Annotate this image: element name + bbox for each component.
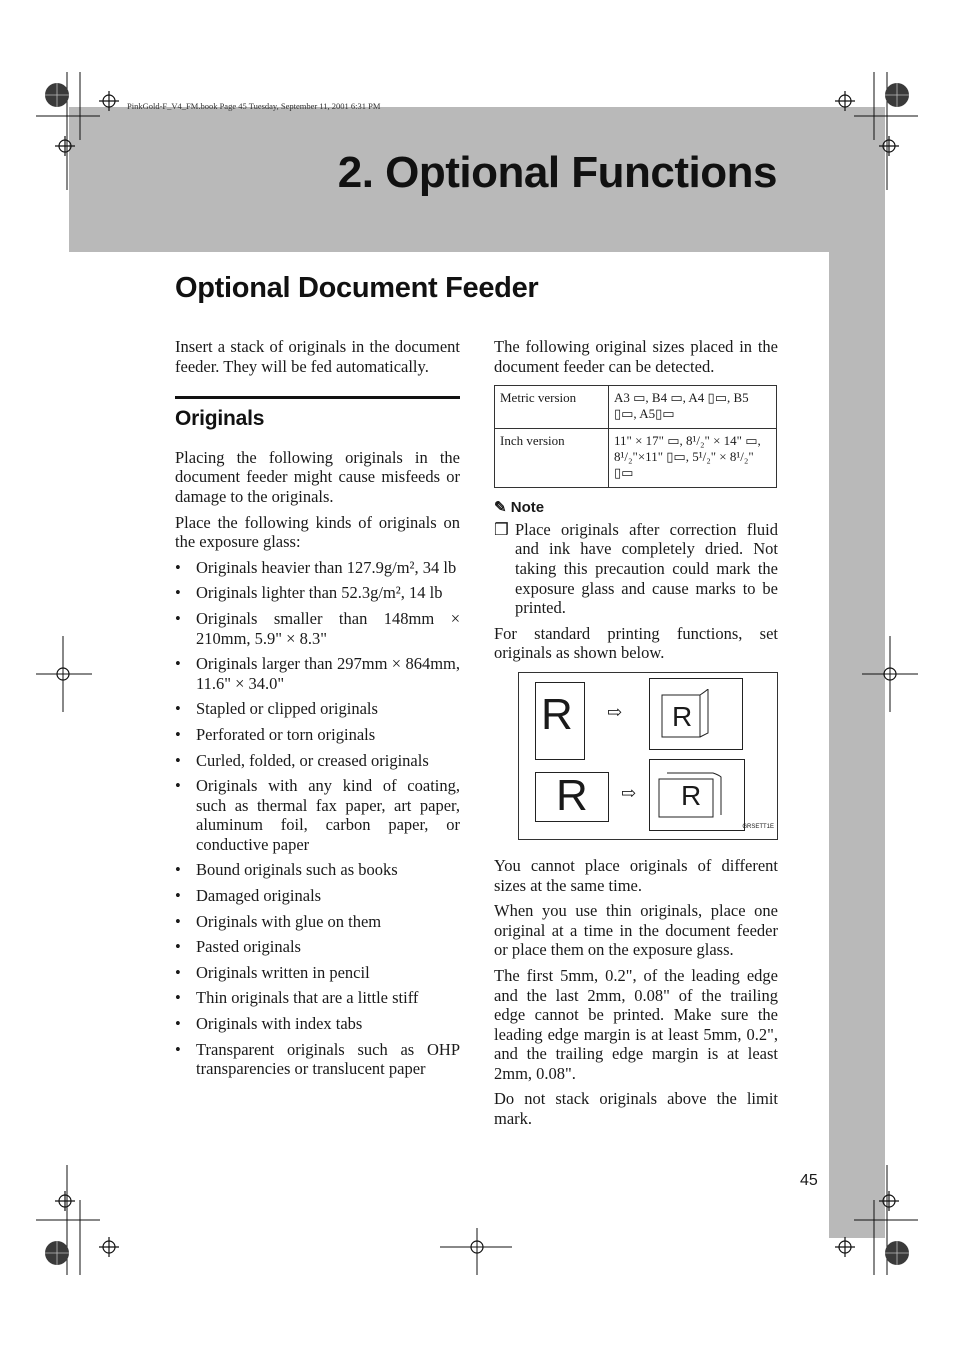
arrow-icon: ⇨ bbox=[607, 701, 623, 722]
list-item: • Bound originals such as books bbox=[175, 860, 398, 880]
figure-code: GRSETT1E bbox=[742, 824, 774, 831]
list-item: • Damaged originals bbox=[175, 886, 322, 906]
bullet-icon: • bbox=[175, 1039, 181, 1059]
list-item: • Originals lighter than 52.3g/m², 14 lb bbox=[175, 583, 443, 603]
bullet-icon: • bbox=[175, 654, 181, 674]
list-item: • Thin originals that are a little stiff bbox=[175, 988, 419, 1008]
table-cell-label: Metric version bbox=[495, 386, 609, 429]
list-item: • Curled, folded, or creased originals bbox=[175, 750, 429, 770]
table-row bbox=[495, 429, 777, 488]
list-item: • Originals written in pencil bbox=[175, 962, 370, 982]
subsection-heading: Originals bbox=[175, 407, 265, 431]
list-item: • Originals larger than 297mm × 864mm, 11.6" × 34.0" bbox=[175, 654, 460, 693]
checkbox-icon: ❒ bbox=[494, 519, 509, 539]
page-number: 45 bbox=[800, 1172, 818, 1189]
note-heading bbox=[494, 498, 778, 518]
bullet-icon: • bbox=[175, 583, 181, 603]
list-item: • Stapled or clipped originals bbox=[175, 699, 378, 719]
table-cell-label: Inch version bbox=[495, 429, 609, 488]
list-item: • Originals heavier than 127.9g/m², 34 lb bbox=[175, 557, 457, 577]
bullet-icon: • bbox=[175, 608, 181, 628]
intro-paragraph: Insert a stack of originals in the document feeder. They will be fed automatically. bbox=[175, 337, 460, 376]
chapter-title: 2. Optional Functions bbox=[337, 148, 777, 197]
right-column bbox=[494, 337, 778, 1135]
bullet-icon: • bbox=[175, 724, 181, 744]
standard-printing-paragraph: For standard printing functions, set originals as shown below. bbox=[494, 623, 778, 663]
list-item: • Originals with glue on them bbox=[175, 911, 382, 931]
bullet-icon: • bbox=[175, 860, 181, 880]
margin-paragraph: The first 5mm, 0.2", of the leading edge and the last 2mm, 0.08" of the trailing edge cannot be printed. Make sure the leading edge margin is at least 5mm, 0.2", and the trailing edge margin is at least 2mm, 0.08". bbox=[494, 965, 778, 1083]
list-item: • Originals with any kind of coating, such as thermal fax paper, art paper, aluminum foil, carbon paper, or conductive paper bbox=[175, 776, 460, 854]
bullet-icon: • bbox=[175, 557, 181, 577]
size-table bbox=[494, 385, 777, 488]
limit-mark-paragraph: Do not stack originals above the limit mark. bbox=[494, 1089, 778, 1129]
bullet-icon: • bbox=[175, 886, 181, 906]
originals-list bbox=[175, 558, 460, 1079]
bullet-icon: • bbox=[175, 937, 181, 957]
list-item: • Originals with index tabs bbox=[175, 1014, 363, 1034]
exposure-glass-paragraph: Place the following kinds of originals on the exposure glass: bbox=[175, 512, 460, 552]
bullet-icon: • bbox=[175, 962, 181, 982]
left-column bbox=[175, 337, 460, 1085]
list-item: • Perforated or torn originals bbox=[175, 724, 376, 744]
note-title: Note bbox=[510, 499, 545, 517]
bullet-icon: • bbox=[175, 1014, 181, 1034]
table-cell-value: A3 ▭, B4 ▭, A4 ▯▭, B5 ▯▭, A5▯▭ bbox=[609, 386, 777, 429]
bullet-icon: • bbox=[175, 699, 181, 719]
list-item: • Pasted originals bbox=[175, 937, 301, 957]
feeder-letter: R bbox=[672, 700, 693, 732]
arrow-icon: ⇨ bbox=[621, 782, 637, 803]
table-cell-value: 11" × 17" ▭, 8¹/₂" × 14" ▭, 8¹/₂"×11" ▯▭, 5¹/₂" × 8¹/₂" ▯▭ bbox=[609, 429, 777, 488]
pencil-icon: ✎ bbox=[494, 499, 507, 517]
bullet-icon: • bbox=[175, 750, 181, 770]
table-row bbox=[495, 386, 777, 429]
landscape-letter: R bbox=[556, 770, 588, 820]
book-info: PinkGold-F_V4_FM.book Page 45 Tuesday, September 11, 2001 6:31 PM bbox=[127, 101, 381, 111]
note-item bbox=[494, 520, 778, 618]
subsection-rule bbox=[175, 396, 460, 399]
detect-paragraph: The following original sizes placed in the document feeder can be detected. bbox=[494, 337, 778, 376]
portrait-letter: R bbox=[541, 689, 573, 739]
list-item: • Originals smaller than 148mm × 210mm, 5.9" × 8.3" bbox=[175, 608, 460, 648]
feeder-letter: R bbox=[681, 779, 702, 811]
note-text: Place originals after correction fluid and ink have completely dried. Not taking this precaution could mark the exposure glass and cause marks to be printed. bbox=[515, 519, 778, 618]
section-title: Optional Document Feeder bbox=[175, 272, 539, 304]
placement-figure bbox=[518, 672, 778, 840]
list-item: • Transparent originals such as OHP transparencies or translucent paper bbox=[175, 1039, 460, 1079]
misfeed-paragraph: Placing the following originals in the document feeder might cause misfeeds or damage to the originals. bbox=[175, 447, 460, 506]
different-sizes-paragraph: You cannot place originals of different sizes at the same time. bbox=[494, 855, 778, 895]
thin-originals-paragraph: When you use thin originals, place one original at a time in the document feeder or place them on the exposure glass. bbox=[494, 901, 778, 960]
bullet-icon: • bbox=[175, 776, 181, 796]
bullet-icon: • bbox=[175, 911, 181, 931]
bullet-icon: • bbox=[175, 988, 181, 1008]
